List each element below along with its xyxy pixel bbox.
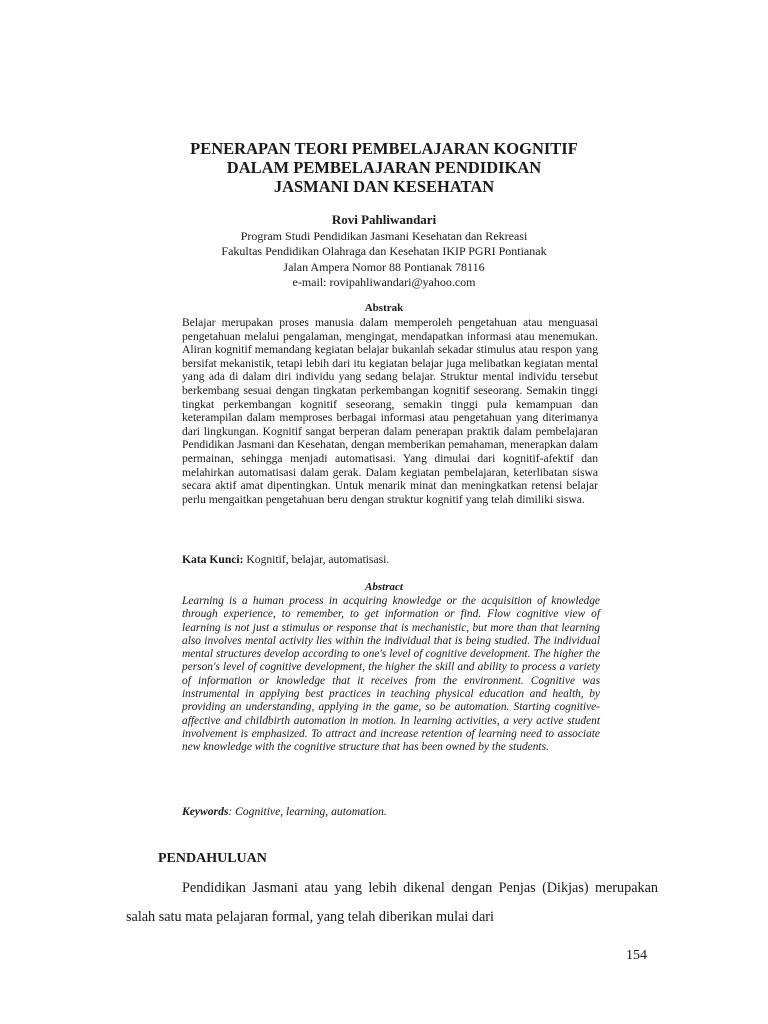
abstract-body: Learning is a human process in acquiring knowledge or the acquisition of knowledge through experience, to remember, to get information or find. Flow cognitive view of learning is not just a stimulus or response that is mechanistic, but more than that learning also involves mental activity lies within the individual that is being studied. The individual mental structures develop according to one's level of cognitive development. The higher the person's level of cognitive development, the higher the skill and ability to process a variety of information or knowledge that it receives from the environment. Cognitive was instrumental in applying best practices in teaching physical education and health, by providing an understanding, applying in the game, so be automation. Starting cognitive-affective and childbirth automation in motion. In learning activities, a very active student involvement is emphasized. To attract and increase retention of learning need to associate new knowledge with the cognitive structure that has been owned by the students. (182, 595, 600, 754)
keywords-label: Keywords (182, 805, 229, 818)
paper-title (120, 139, 648, 196)
keywords (182, 805, 598, 818)
abstract-heading: Abstract (365, 581, 403, 593)
title-line-3: JASMANI DAN KESEHATAN (273, 177, 495, 196)
affiliation-faculty: Fakultas Pendidikan Olahraga dan Kesehatan IKIP PGRI Pontianak (221, 244, 547, 259)
section-heading-pendahuluan: PENDAHULUAN (158, 851, 267, 866)
kata-kunci-values: Kognitif, belajar, automatisasi. (243, 553, 390, 566)
abstrak-heading: Abstrak (364, 302, 404, 314)
title-line-1: PENERAPAN TEORI PEMBELAJARAN KOGNITIF (190, 139, 578, 158)
author-name: Rovi Pahliwandari (331, 212, 437, 227)
affiliation-email: e-mail: rovipahliwandari@yahoo.com (292, 274, 476, 289)
author-affiliation (0, 229, 768, 290)
kata-kunci-label: Kata Kunci: (182, 553, 244, 566)
abstrak-body: Belajar merupakan proses manusia dalam memperoleh pengetahuan atau menguasai pengetahuan melalui pengalaman, mengingat, mendapatkan informasi atau menemukan. Aliran kognitif memandang kegiatan belajar bukanlah sekadar stimulus atau respon yang bersifat mekanistik, tetapi lebih dari itu kegiatan belajar juga melibatkan kegiatan mental yang ada di dalam diri individu yang sedang belajar. Struktur mental individu tersebut berkembang sesuai dengan tingkatan perkembangan kognitif seseorang. Semakin tinggi tingkat perkembangan kognitif seseorang, semakin tinggi pula kemampuan dan keterampilan dalam memproses berbagai informasi atau pengetahuan yang diterimanya dari lingkungan. Kognitif sangat berperan dalam penerapan praktik dalam pembelajaran Pendidikan Jasmani dan Kesehatan, dengan memberikan pemahaman, menerapkan dalam permainan, sehingga menjadi automatisasi. Yang dimulai dari kognitif-afektif dan melahirkan automatisasi dalam gerak. Dalam kegiatan pembelajaran, keterlibatan siswa secara aktif amat dipentingkan. Untuk menarik minat dan meningkatkan retensi belajar perlu mengaitkan pengetahuan beru dengan struktur kognitif yang telah dimiliki siswa. (182, 316, 598, 506)
affiliation-address: Jalan Ampera Nomor 88 Pontianak 78116 (283, 259, 485, 274)
keywords-values: : Cognitive, learning, automation. (228, 805, 387, 818)
affiliation-program: Program Studi Pendidikan Jasmani Kesehatan dan Rekreasi (240, 229, 528, 243)
kata-kunci (182, 553, 598, 566)
intro-paragraph: Pendidikan Jasmani atau yang lebih dikenal dengan Penjas (Dikjas) merupakan salah satu mata pelajaran formal, yang telah diberikan mulai dari (126, 880, 658, 925)
title-line-2: DALAM PEMBELAJARAN PENDIDIKAN (226, 158, 542, 177)
page-number: 154 (626, 948, 647, 963)
